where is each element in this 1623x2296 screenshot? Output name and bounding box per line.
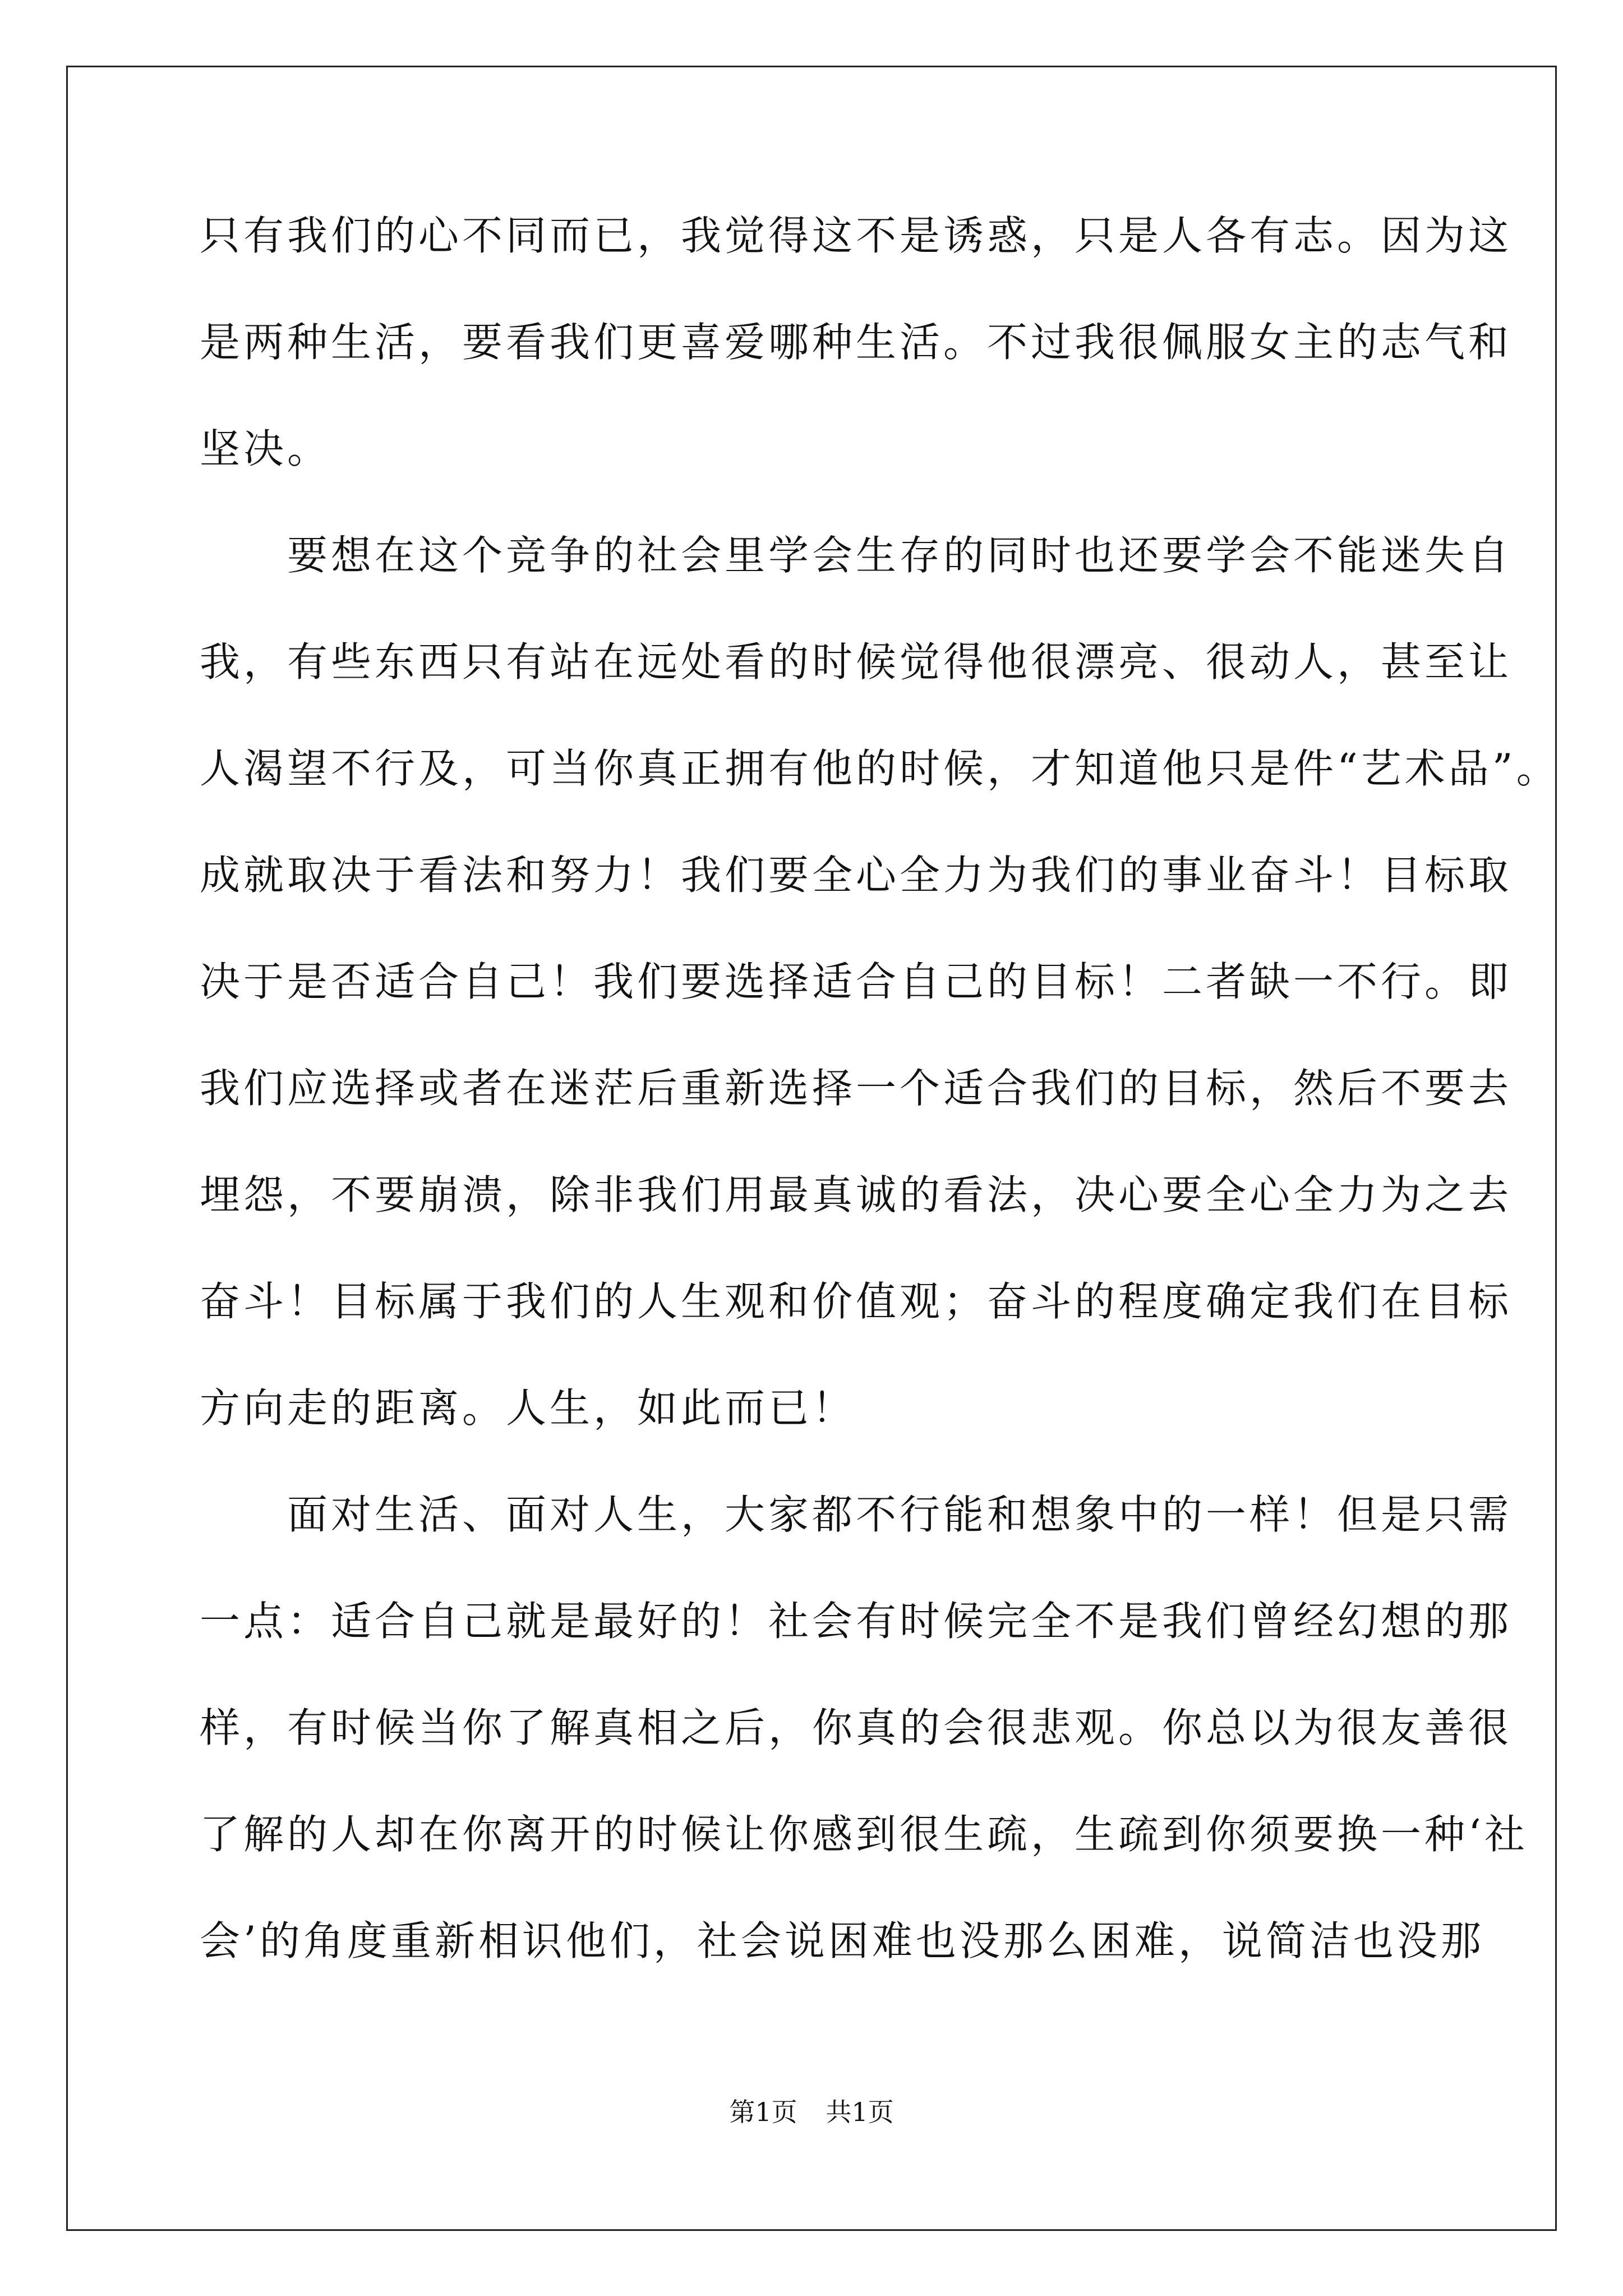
text-line: 坚决。 xyxy=(200,425,331,472)
text-line: 只有我们的心不同而已，我觉得这不是诱惑，只是人各有志。因为这 xyxy=(200,212,1513,259)
text-line: 要想在这个竞争的社会里学会生存的同时也还要学会不能迷失自 xyxy=(200,532,1513,579)
text-line: 会’的角度重新相识他们，社会说困难也没那么困难，说简洁也没那 xyxy=(200,1917,1484,1964)
text-line: 我，有些东西只有站在远处看的时候觉得他很漂亮、很动人，甚至让 xyxy=(200,638,1513,685)
text-line: 一点：适合自己就是最好的！社会有时候完全不是我们曾经幻想的那 xyxy=(200,1598,1513,1645)
text-line: 成就取决于看法和努力！我们要全心全力为我们的事业奋斗！目标取 xyxy=(200,852,1513,899)
page-number: 第1页 xyxy=(729,2097,797,2127)
text-line: 了解的人却在你离开的时候让你感到很生疏，生疏到你须要换一种‘社 xyxy=(200,1811,1528,1858)
text-line: 是两种生活，要看我们更喜爱哪种生活。不过我很佩服女主的志气和 xyxy=(200,319,1513,366)
text-line: 人渴望不行及，可当你真正拥有他的时候，才知道他只是件“艺术品”。 xyxy=(200,745,1560,792)
page-border xyxy=(66,66,1560,2231)
text-line: 决于是否适合自己！我们要选择适合自己的目标！二者缺一不行。即 xyxy=(200,958,1513,1005)
page-footer xyxy=(0,2095,1623,2129)
page-total: 共1页 xyxy=(826,2097,894,2127)
text-line: 奋斗！目标属于我们的人生观和价值观；奋斗的程度确定我们在目标 xyxy=(200,1278,1513,1325)
text-line: 样，有时候当你了解真相之后，你真的会很悲观。你总以为很友善很 xyxy=(200,1704,1513,1751)
text-line: 面对生活、面对人生，大家都不行能和想象中的一样！但是只需 xyxy=(200,1491,1513,1538)
text-line: 方向走的距离。人生，如此而已！ xyxy=(200,1384,856,1432)
text-line: 我们应选择或者在迷茫后重新选择一个适合我们的目标，然后不要去 xyxy=(200,1065,1513,1112)
text-line: 埋怨，不要崩溃，除非我们用最真诚的看法，决心要全心全力为之去 xyxy=(200,1171,1513,1218)
